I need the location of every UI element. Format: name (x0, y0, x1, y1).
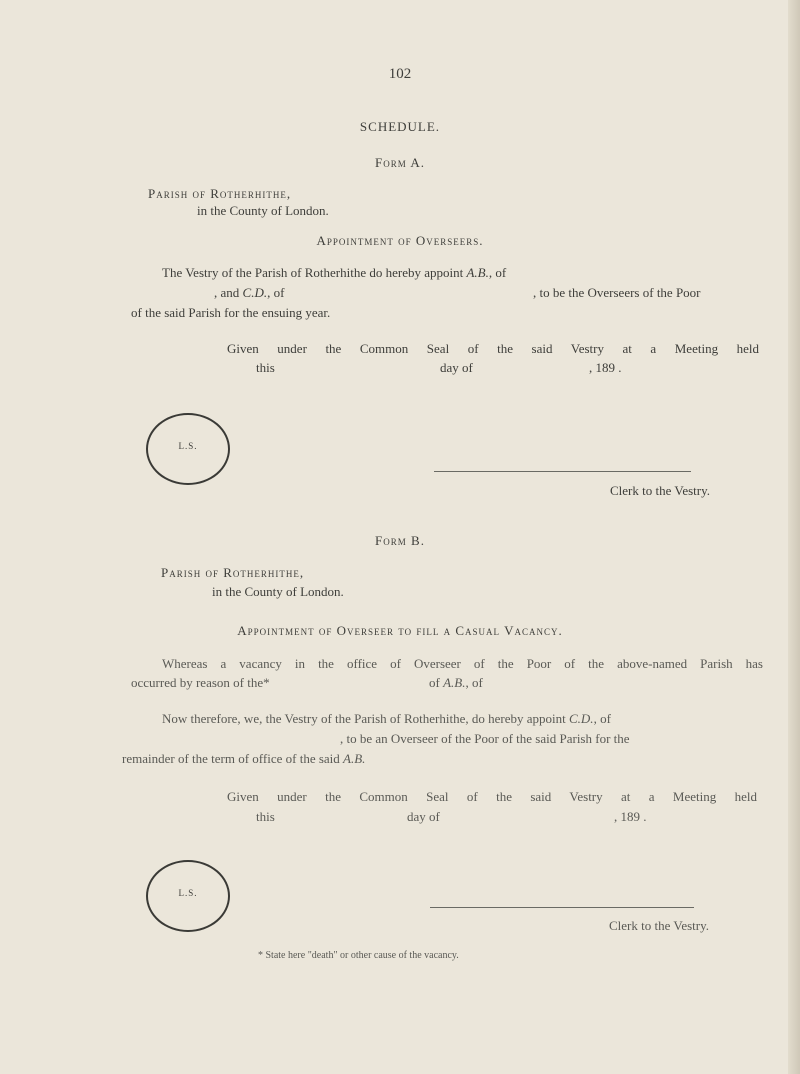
name-cd: C.D. (569, 711, 594, 726)
seal-ls-a (146, 413, 230, 485)
seal-label: L.S. (178, 888, 198, 898)
form-b-whereas-line1: Whereas a vacancy in the office of Overseer of the Poor of the above-named Parish has (162, 656, 763, 671)
name-ab: A.B. (443, 675, 466, 690)
form-b-given-this: this (256, 809, 275, 824)
form-a-given-year: , 189 . (589, 360, 622, 375)
form-b-whereas-line2a: occurred by reason of the* (131, 675, 270, 690)
form-b-subtitle: Appointment of Overseer to fill a Casual Vacancy. (237, 623, 563, 638)
form-b-county: in the County of London. (212, 584, 344, 599)
seal-label: L.S. (178, 441, 198, 451)
form-b-parish: Parish of Rotherhithe, (161, 565, 305, 580)
form-a-body-line3: of the said Parish for the ensuing year. (131, 305, 331, 320)
name-ab: A.B. (343, 751, 366, 766)
form-a-signature: Clerk to the Vestry. (610, 483, 711, 498)
signature-line-a (434, 471, 691, 472)
form-b-now-line2: , to be an Overseer of the Poor of the said Parish for the (340, 731, 630, 746)
form-a-body-line1: The Vestry of the Parish of Rotherhithe do hereby appoint A.B., of (162, 265, 507, 280)
form-a-body-line2a: , and C.D., of (214, 285, 285, 300)
form-a-given-dayof: day of (440, 360, 473, 375)
page-number: 102 (388, 66, 412, 82)
form-b-given-dayof: day of (407, 809, 440, 824)
schedule-heading: SCHEDULE. (359, 119, 441, 134)
form-a-parish: Parish of Rotherhithe, (148, 186, 292, 201)
form-b-given-year: , 189 . (614, 809, 647, 824)
form-b-now-line3: remainder of the term of office of the said A.B. (122, 751, 366, 766)
form-b-title: Form B. (375, 533, 425, 548)
form-b-whereas-line2b: of A.B., of (429, 675, 483, 690)
signature-line-b (430, 907, 694, 908)
form-a-title: Form A. (375, 155, 425, 170)
form-b-signature: Clerk to the Vestry. (609, 918, 710, 933)
name-cd: C.D. (242, 285, 268, 300)
form-b-given-line1: Given under the Common Seal of the said Vestry at a Meeting held (227, 789, 757, 804)
form-a-county: in the County of London. (197, 203, 329, 218)
form-a-subtitle: Appointment of Overseers. (316, 233, 484, 248)
form-a-given-line1: Given under the Common Seal of the said Vestry at a Meeting held (227, 341, 759, 356)
name-ab: A.B. (466, 265, 489, 280)
form-a-body-line2b: , to be the Overseers of the Poor (533, 285, 701, 300)
form-a-given-this: this (256, 360, 275, 375)
seal-ls-b (146, 860, 230, 932)
footnote: * State here "death" or other cause of the vacancy. (258, 950, 459, 961)
form-b-now-line1: Now therefore, we, the Vestry of the Parish of Rotherhithe, do hereby appoint C.D., of (162, 711, 611, 726)
